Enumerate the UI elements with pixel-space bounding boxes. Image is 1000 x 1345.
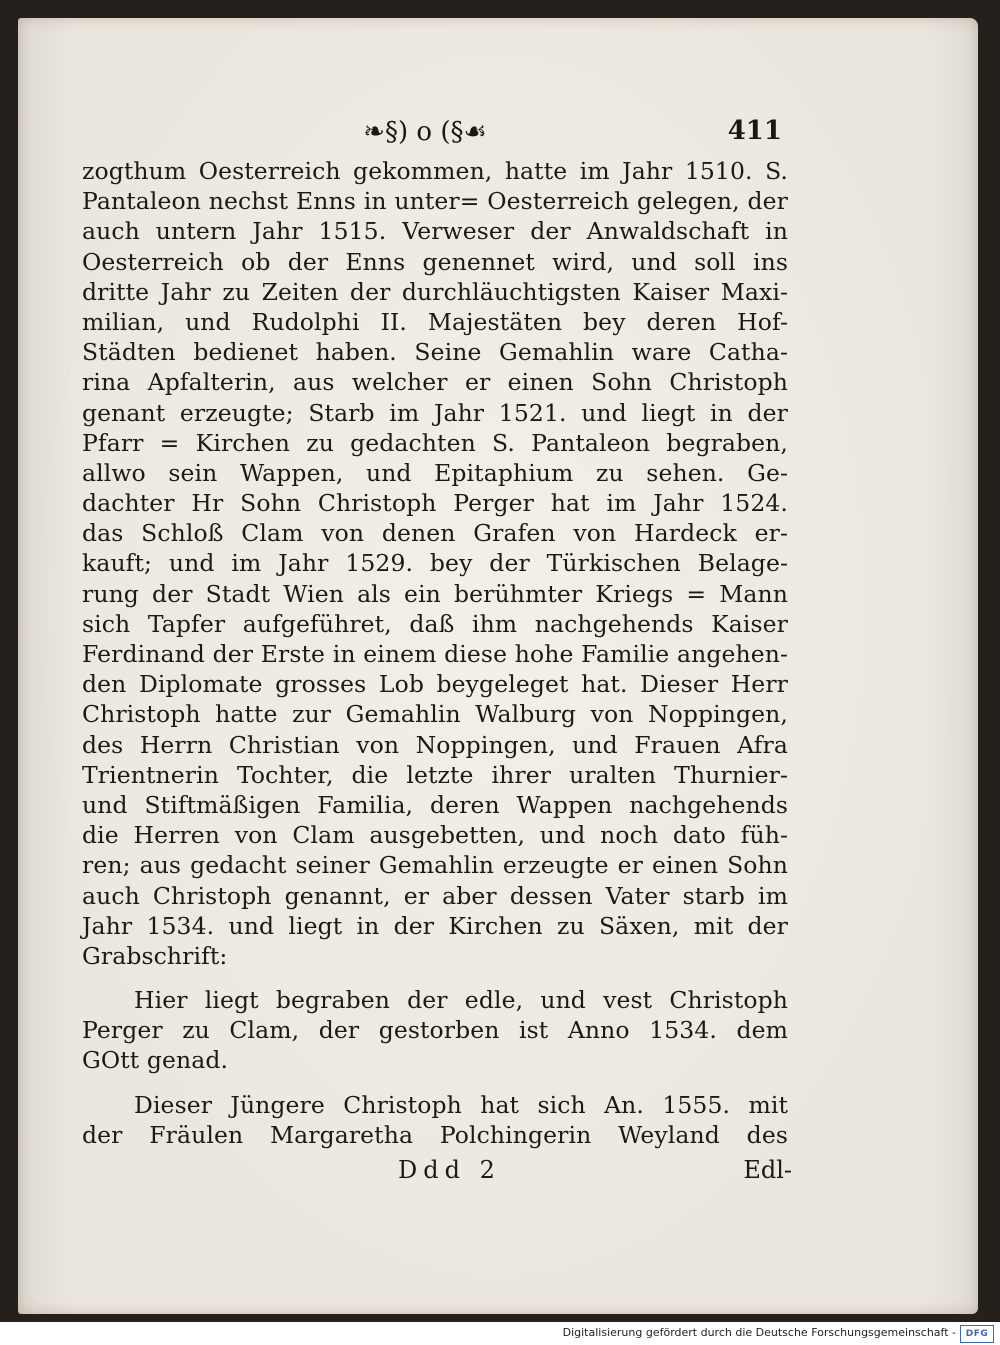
text-line: rina Apfalterin, aus welcher er einen Sohn Christoph [82, 368, 788, 397]
text-line: dachter Hr Sohn Christoph Perger hat im Jahr 1524. [82, 489, 788, 518]
text-line: milian, und Rudolphi II. Majestäten bey deren Hof- [82, 307, 788, 336]
text-line: den Diplomate grosses Lob beygeleget hat. Dieser Herr [82, 670, 788, 699]
text-line: Trientnerin Tochter, die letzte ihrer uralten Thurnier- [82, 760, 788, 789]
text-line: Ferdinand der Erste in einem diese hohe Familie angehen- [82, 640, 788, 668]
text-line: ren; aus gedacht seiner Gemahlin erzeugte er einen Sohn [82, 851, 788, 880]
page-number: 411 [727, 116, 782, 146]
text-line: Jahr 1534. und liegt in der Kirchen zu Säxen, mit der [82, 911, 788, 940]
text-line: zogthum Oesterreich gekommen, hatte im Jahr 1510. S. [82, 157, 788, 185]
credit-bar [0, 1322, 1000, 1345]
text-line: Christoph hatte zur Gemahlin Walburg von Noppingen, [82, 700, 788, 729]
paragraph-gap [82, 1076, 788, 1090]
text-line: GOtt genad. [82, 1046, 229, 1075]
paragraph-3 [82, 1090, 788, 1150]
funding-credit: Digitalisierung gefördert durch die Deutsche Forschungsgemeinschaft - [562, 1326, 956, 1339]
header-ornament [340, 114, 510, 150]
text-line: der Fräulen Margaretha Polchingerin Weyland des [82, 1120, 788, 1149]
text-line: Hier liegt begraben der edle, und vest Christoph [134, 986, 788, 1015]
paragraph-gap [82, 971, 788, 985]
catchword: Edl- [743, 1156, 792, 1184]
text-line: auch Christoph genannt, er aber dessen Vater starb im [82, 881, 788, 910]
dfg-logo-text: DFG [965, 1329, 989, 1339]
text-line: die Herren von Clam ausgebetten, und noch dato füh- [82, 821, 788, 850]
text-line: auch untern Jahr 1515. Verweser der Anwaldschaft in [82, 217, 788, 246]
text-line: Perger zu Clam, der gestorben ist Anno 1534. dem [82, 1016, 788, 1045]
text-line: und Stiftmäßigen Familia, deren Wappen nachgehends [82, 790, 788, 819]
text-line: dritte Jahr zu Zeiten der durchläuchtigsten Kaiser Maxi- [82, 277, 788, 306]
signature-mark: Ddd 2 [398, 1156, 501, 1184]
text-line: Pfarr = Kirchen zu gedachten S. Pantaleon begraben, [82, 428, 788, 457]
page-header [18, 114, 978, 154]
text-line: das Schloß Clam von denen Grafen von Hardeck er- [82, 519, 788, 548]
text-line: Dieser Jüngere Christoph hat sich An. 1555. mit [134, 1090, 788, 1119]
text-line: genant erzeugte; Starb im Jahr 1521. und liegt in der [82, 398, 788, 427]
book-page [18, 18, 978, 1314]
text-line: Pantaleon nechst Enns in unter= Oesterreich gelegen, der [82, 187, 788, 216]
ornament-glyphs: ❧§) o (§☙ [363, 117, 487, 147]
text-line: Oesterreich ob der Enns genennet wird, und soll ins [82, 247, 788, 276]
text-line: sich Tapfer aufgeführet, daß ihm nachgehends Kaiser [82, 609, 788, 638]
text-line: Städten bedienet haben. Seine Gemahlin ware Catha- [82, 338, 788, 367]
body-text [82, 156, 788, 1150]
epitaph-paragraph [82, 985, 788, 1076]
dfg-logo-icon [960, 1325, 994, 1343]
text-line: des Herrn Christian von Noppingen, und Frauen Afra [82, 730, 788, 759]
text-line: kauft; und im Jahr 1529. bey der Türkischen Belage- [82, 549, 788, 578]
paragraph-1 [82, 156, 788, 971]
text-line: Grabschrift: [82, 941, 228, 970]
page-footer [18, 1156, 978, 1190]
text-line: allwo sein Wappen, und Epitaphium zu sehen. Ge- [82, 458, 788, 487]
text-line: rung der Stadt Wien als ein berühmter Kriegs = Mann [82, 579, 788, 608]
